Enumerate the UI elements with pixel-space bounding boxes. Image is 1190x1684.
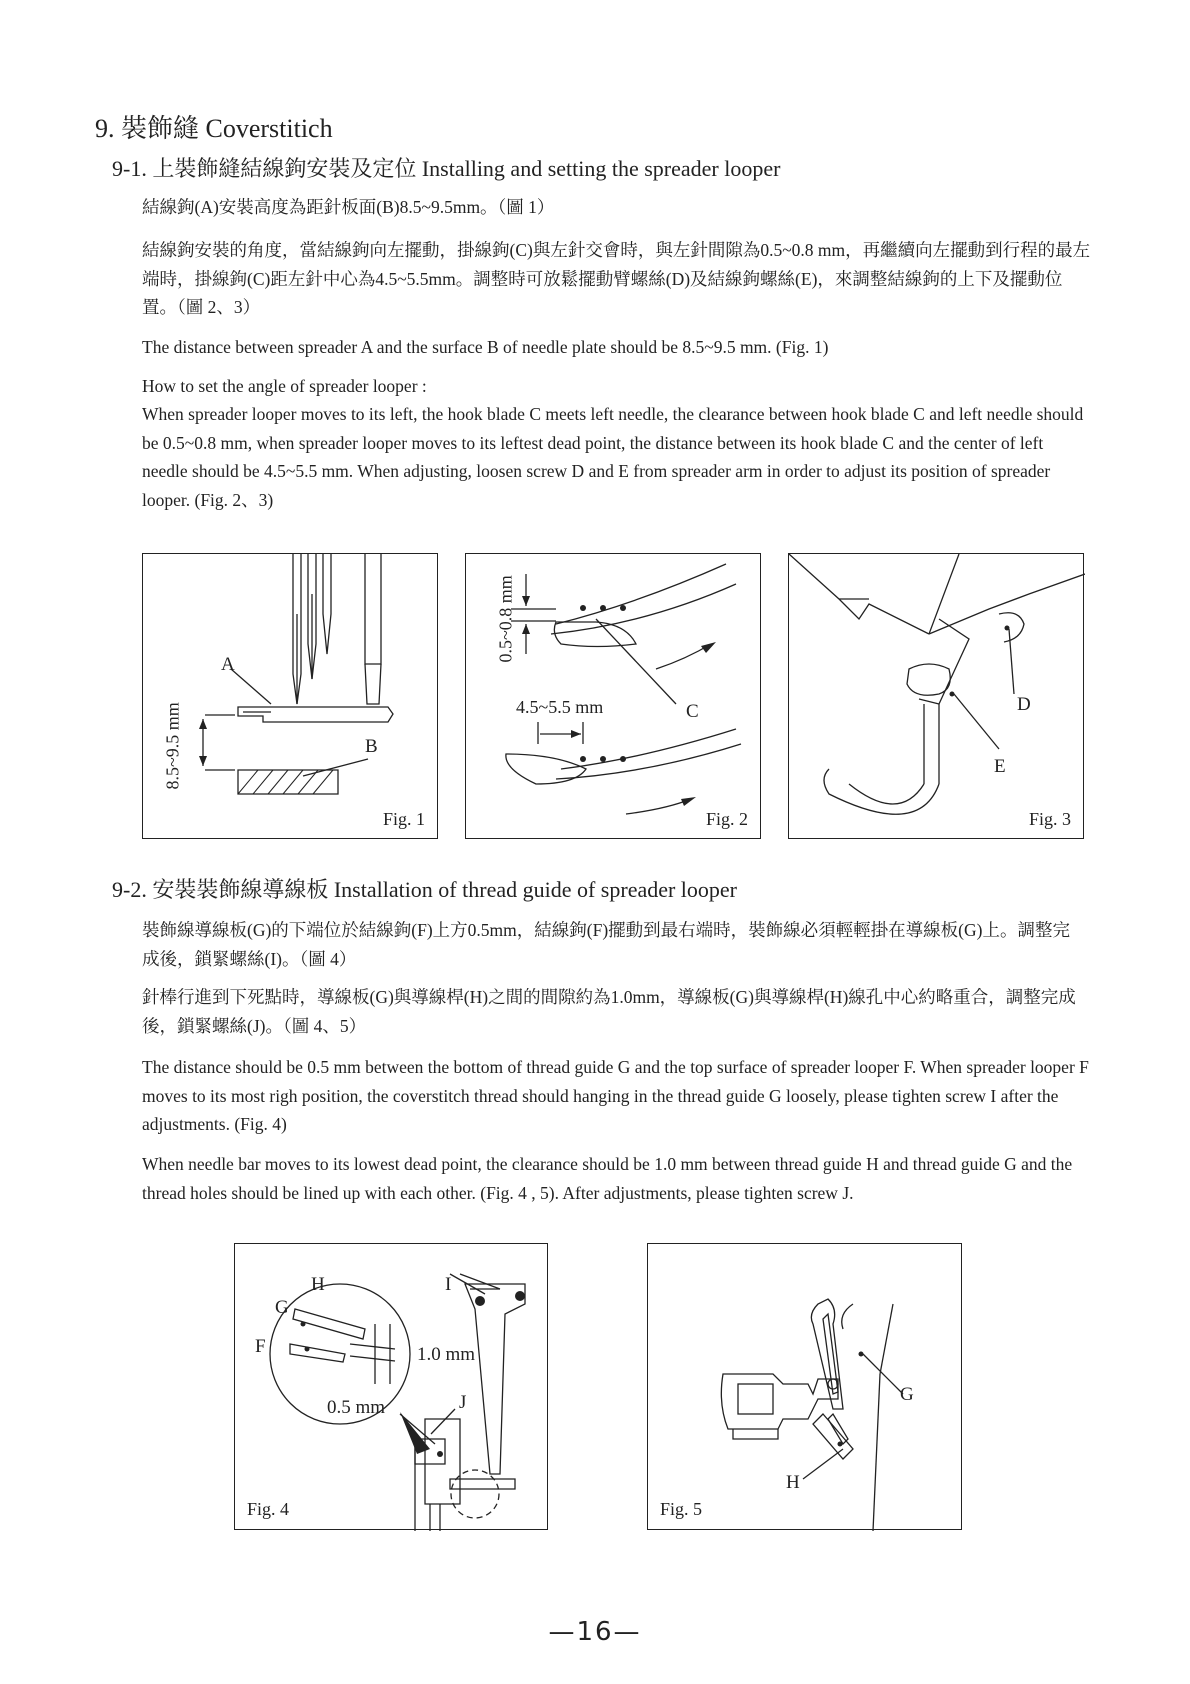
zh-paragraph-1: 結線鉤(A)安裝高度為距針板面(B)8.5~9.5mm。（圖 1） xyxy=(142,197,555,217)
en-paragraph-2-body: When spreader looper moves to its left, the hook blade C meets left needle, the clearance between hook blade C and left needle should be 0.5~0.8 mm, when spreader looper moves to its leftest dead point, the distance between its hook blade C and the center of left needle should be 4.5~5.5 mm. When adjusting, loosen screw D and E from spreader arm in order to adjust its position of spreader looper. (Fig. 2、3) xyxy=(142,404,1084,510)
fig1-label-a: A xyxy=(221,654,235,675)
fig4-dim-2: 0.5 mm xyxy=(327,1397,386,1418)
fig3-label-e: E xyxy=(994,756,1006,777)
section-heading-9-1: 9-1. 上裝飾縫結線鉤安裝及定位 Installing and setting the spreader looper xyxy=(112,156,781,181)
fig1-dimension: 8.5~9.5 mm xyxy=(162,702,183,790)
fig2-dim-horizontal: 4.5~5.5 mm xyxy=(516,697,604,717)
fig4-label-g: G xyxy=(275,1297,289,1318)
fig2-caption: Fig. 2 xyxy=(706,809,749,829)
en-paragraph-4: When needle bar moves to its lowest dead point, the clearance should be 1.0 mm between thread guide H and thread guide G and the thread holes should be lined up with each other. (Fig. 4 , 5). After adjustments, please tighten screw J. xyxy=(142,1154,1073,1203)
fig4-label-h: H xyxy=(311,1274,325,1295)
fig3-label-d: D xyxy=(1017,694,1031,715)
en-paragraph-1: The distance between spreader A and the surface B of needle plate should be 8.5~9.5 mm. (Fig. 1) xyxy=(142,337,829,357)
fig4-label-f: F xyxy=(255,1336,266,1357)
fig3-caption: Fig. 3 xyxy=(1029,809,1072,829)
fig5-label-g: G xyxy=(900,1384,914,1405)
page-title: 9. 裝飾縫 Coverstitich xyxy=(95,114,333,143)
figure-3-drawing xyxy=(789,554,1085,840)
fig5-caption: Fig. 5 xyxy=(660,1499,703,1519)
en-paragraph-2-title: How to set the angle of spreader looper : xyxy=(142,376,427,396)
fig2-dim-vertical: 0.5~0.8 mm xyxy=(495,575,516,663)
fig4-label-j: J xyxy=(459,1392,467,1413)
en-paragraph-3: The distance should be 0.5 mm between the bottom of thread guide G and the top surface of spreader looper F. When spreader looper F moves to its most righ position, the coverstitch thread should hanging in the thread guide G loosely, please tighten screw I after the adjustments. (Fig. 4) xyxy=(142,1057,1089,1134)
figure-1-arrow-down xyxy=(199,756,207,766)
fig4-dim-1: 1.0 mm xyxy=(417,1344,476,1365)
fig1-caption: Fig. 1 xyxy=(383,809,426,829)
figure-4-drawing xyxy=(235,1244,549,1531)
figure-1-drawing xyxy=(143,554,439,840)
fig5-label-h: H xyxy=(786,1472,800,1493)
zh-paragraph-4: 針棒行進到下死點時，導線板(G)與導線桿(H)之間的間隙約為1.0mm，導線板(G)與導線桿(H)線孔中心約略重合，調整完成後，鎖緊螺絲(J)。（圖 4、5） xyxy=(142,987,1076,1036)
figure-1 xyxy=(142,553,438,839)
section-heading-9-2: 9-2. 安裝裝飾線導線板 Installation of thread guide of spreader looper xyxy=(112,877,738,902)
figure-1-arrow-up xyxy=(199,719,207,729)
fig2-label-c: C xyxy=(686,701,699,722)
page-number: —16— xyxy=(548,1617,642,1647)
fig1-label-b: B xyxy=(365,736,378,757)
figure-2 xyxy=(465,553,761,839)
zh-paragraph-3: 裝飾線導線板(G)的下端位於結線鉤(F)上方0.5mm，結線鉤(F)擺動到最右端時，裝飾線必須輕輕掛在導線板(G)上。調整完成後，鎖緊螺絲(I)。（圖 4） xyxy=(142,920,1070,969)
figure-5-drawing xyxy=(648,1244,963,1531)
zh-paragraph-2: 結線鉤安裝的角度，當結線鉤向左擺動，掛線鉤(C)與左針交會時，與左針間隙為0.5~0.8 mm，再繼續向左擺動到行程的最左端時，掛線鉤(C)距左針中心為4.5~5.5mm。調整時可放鬆擺動臂螺絲(D)及結線鉤螺絲(E)，來調整結線鉤的上下及擺動位置。（圖 2、3） xyxy=(142,240,1091,317)
figure-1-hatching xyxy=(238,770,333,794)
figure-3 xyxy=(788,553,1084,839)
figure-5 xyxy=(647,1243,962,1530)
figure-4 xyxy=(234,1243,548,1530)
fig4-caption: Fig. 4 xyxy=(247,1499,290,1519)
fig4-label-i: I xyxy=(445,1274,452,1295)
